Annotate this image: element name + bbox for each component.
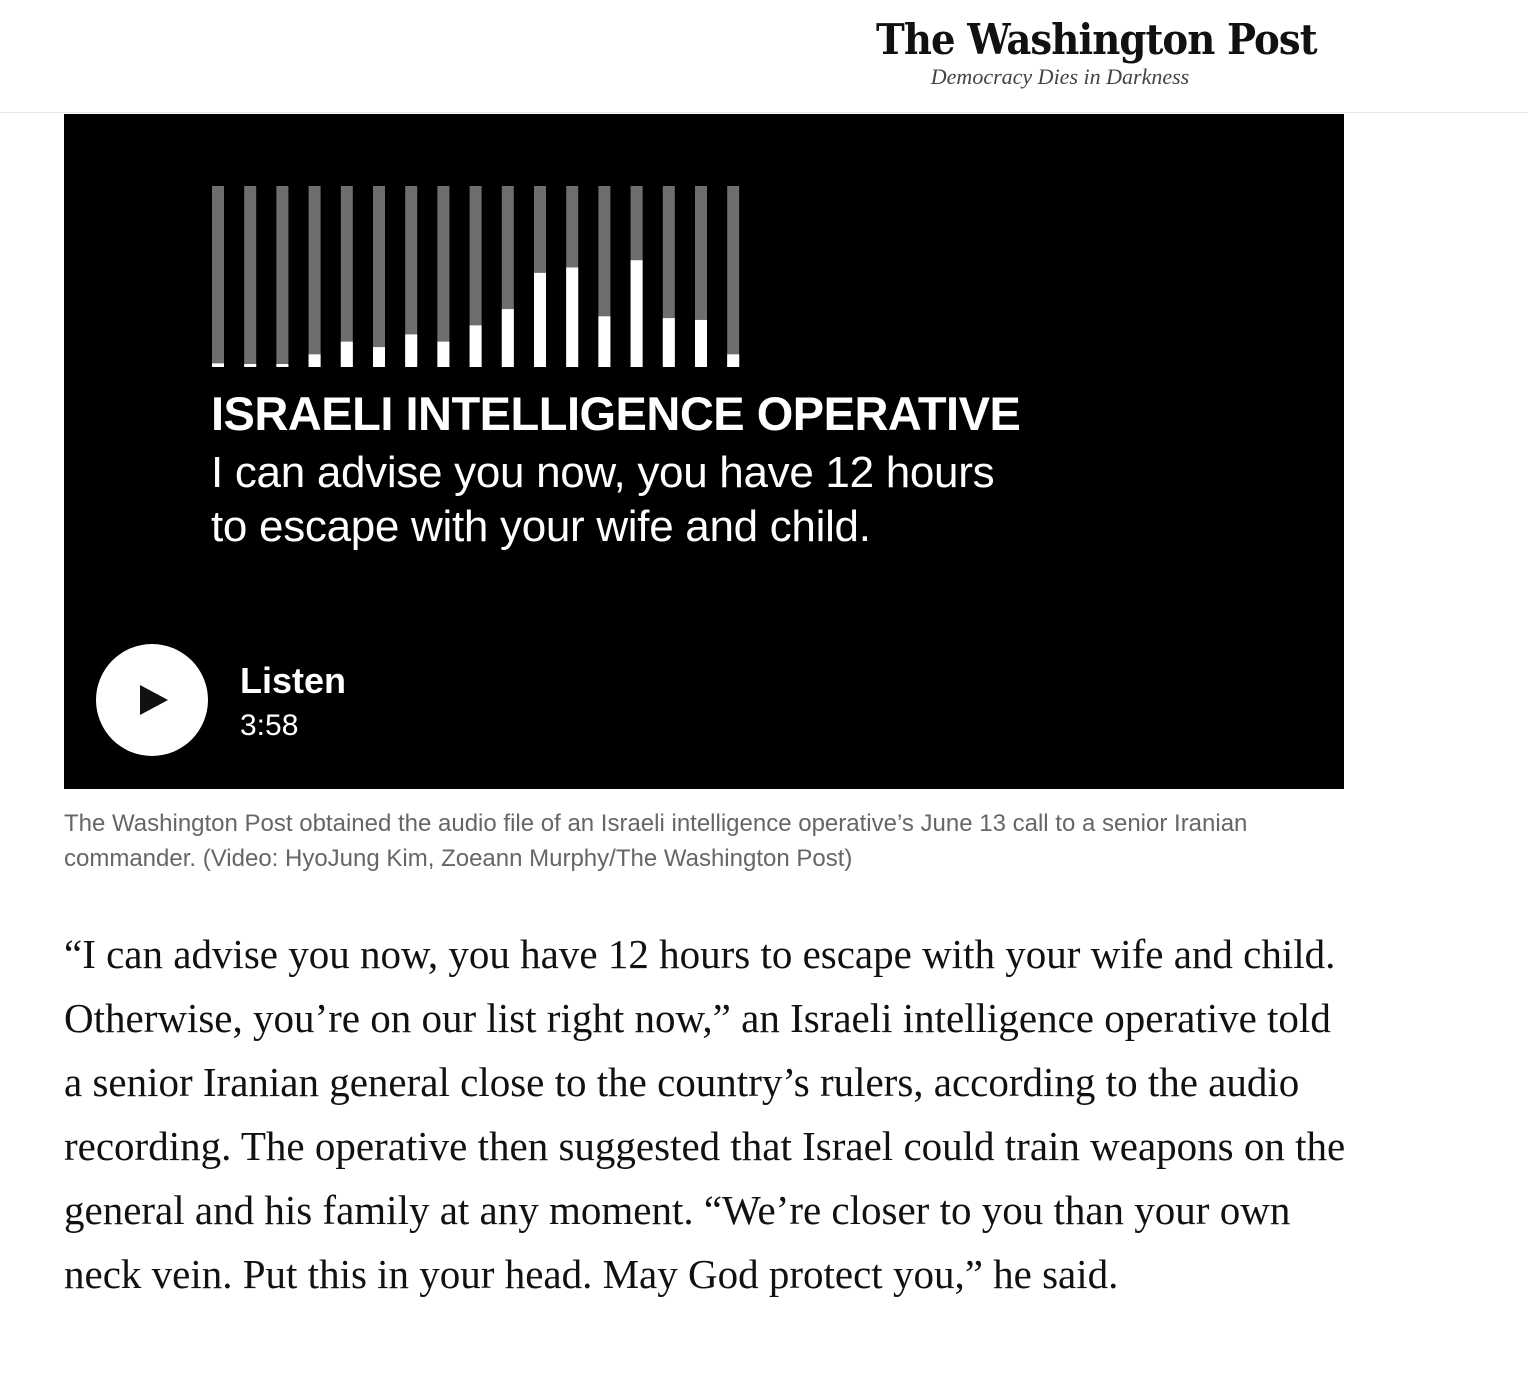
waveform-bar (373, 347, 385, 367)
waveform-track (276, 186, 288, 367)
waveform-track (212, 186, 224, 367)
quote-line-1: I can advise you now, you have 12 hours (211, 448, 995, 497)
quote-line-2: to escape with your wife and child. (211, 502, 871, 551)
play-button[interactable] (96, 644, 208, 756)
play-icon (140, 685, 168, 715)
waveform-bar (598, 316, 610, 367)
waveform-track (309, 186, 321, 367)
waveform-bar (631, 260, 643, 367)
waveform-bar (437, 342, 449, 367)
waveform-track (341, 186, 353, 367)
waveform-bar (727, 354, 739, 367)
waveform-track (244, 186, 256, 367)
masthead (0, 0, 1528, 113)
article-body (64, 922, 1354, 1306)
media-caption: The Washington Post obtained the audio file of an Israeli intelligence operative’s June 13 call to a senior Iranian commander. (Video: HyoJung Kim, Zoeann Murphy/The Washington Post) (64, 810, 1248, 872)
waveform-bar (341, 342, 353, 367)
waveform-track (373, 186, 385, 367)
waveform-bar (405, 334, 417, 367)
waveform-bar (244, 364, 256, 367)
waveform-bar (276, 364, 288, 367)
waveform-bar (212, 363, 224, 367)
waveform-bar (309, 354, 321, 367)
waveform-bar (470, 325, 482, 367)
waveform-track (727, 186, 739, 367)
audio-player[interactable] (64, 114, 1344, 789)
logo-wordmark: The Washington Post (876, 15, 1317, 64)
waveform-track (437, 186, 449, 367)
washington-post-logo[interactable] (860, 14, 1317, 90)
waveform-bar (566, 267, 578, 367)
listen-label: Listen (240, 660, 347, 701)
article-paragraph: “I can advise you now, you have 12 hours to escape with your wife and child. Otherwise, you’re on our list right now,” an Israeli intelligence operative told a senior Iranian general close to the country’s rulers, according to the audio recording. The operative then suggested that Israel could train weapons on the general and his family at any moment. “We’re closer to you than your own neck vein. Put this in your head. May God protect you,” he said. (64, 931, 1346, 1297)
speaker-label: ISRAELI INTELLIGENCE OPERATIVE (211, 387, 1021, 440)
waveform-bar (663, 318, 675, 367)
audio-duration: 3:58 (240, 709, 299, 742)
logo-tagline: Democracy Dies in Darkness (930, 64, 1190, 89)
waveform-bar (695, 320, 707, 367)
waveform-bar (502, 309, 514, 367)
waveform-bar (534, 273, 546, 367)
